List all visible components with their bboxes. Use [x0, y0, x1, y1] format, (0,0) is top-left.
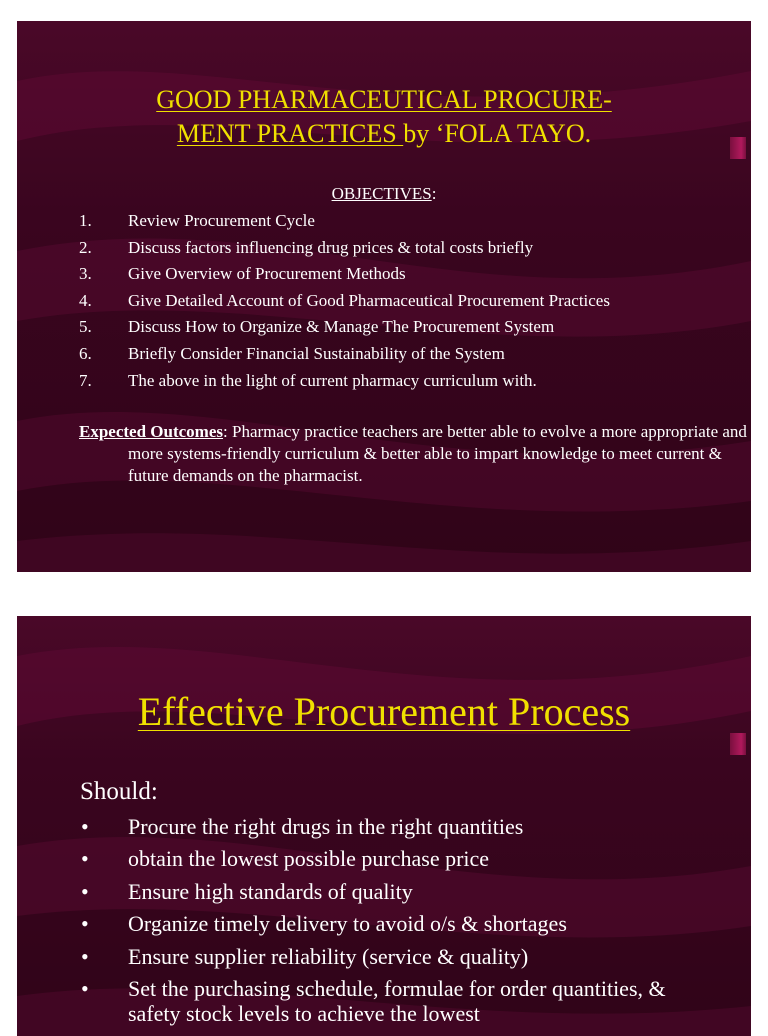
slide-2-title	[17, 688, 751, 735]
objective-number: 6.	[79, 343, 92, 363]
objective-number: 1.	[79, 211, 92, 230]
bullet-icon: •	[81, 911, 89, 937]
objective-number: 4.	[79, 290, 92, 310]
title-line-2-rest: by ‘FOLA TAYO.	[403, 119, 592, 148]
slide-2	[17, 616, 751, 1036]
list-item-text: Ensure high standards of quality	[128, 878, 413, 904]
objective-text: The above in the light of current pharmacy curriculum with.	[128, 370, 537, 390]
objectives-list	[17, 210, 751, 396]
list-item-text: Organize timely delivery to avoid o/s & shortages	[128, 911, 567, 937]
list-item-text: Ensure supplier reliability (service & quality)	[128, 943, 529, 969]
objective-item	[17, 237, 751, 259]
slide-1	[17, 21, 751, 572]
objectives-heading-text: OBJECTIVES	[331, 184, 432, 203]
bullet-list	[17, 814, 751, 1033]
bullet-icon: •	[81, 846, 89, 872]
bullet-icon: •	[81, 943, 89, 969]
objective-text: Discuss factors influencing drug prices & total costs briefly	[128, 237, 534, 257]
objective-text: Discuss How to Organize & Manage The Procurement System	[128, 317, 555, 337]
list-item	[17, 911, 751, 936]
bullet-icon: •	[81, 878, 89, 904]
objective-number: 5.	[79, 317, 92, 337]
objective-item	[17, 316, 751, 338]
expected-outcomes-label: Expected Outcomes	[79, 422, 224, 441]
objective-item	[17, 370, 751, 392]
objectives-heading	[17, 184, 751, 204]
objective-item	[17, 210, 751, 232]
expected-outcomes-text: : Pharmacy practice teachers are better able to evolve a more appropriate and more systems-friendly curriculum & better able to impart knowledge to meet current & future demands on the pharmacist.	[128, 422, 747, 485]
bullet-icon: •	[81, 814, 89, 839]
objective-text: Review Procurement Cycle	[128, 211, 315, 230]
list-item	[17, 814, 751, 839]
list-item	[17, 944, 751, 969]
title-line-2-underlined: MENT PRACTICES	[176, 119, 404, 148]
bullet-icon: •	[81, 975, 89, 1001]
list-item-text: obtain the lowest possible purchase price	[128, 846, 490, 872]
objective-number: 7.	[79, 370, 92, 390]
objective-text: Give Detailed Account of Good Pharmaceutical Procurement Practices	[128, 290, 610, 310]
objective-item	[17, 263, 751, 285]
should-label: Should:	[80, 778, 158, 805]
objective-text: Give Overview of Procurement Methods	[128, 264, 406, 284]
list-item-text: Procure the right drugs in the right quantities	[128, 814, 524, 839]
objective-item	[17, 290, 751, 312]
slide-1-title	[17, 83, 751, 151]
title-line-1: GOOD PHARMACEUTICAL PROCURE-	[156, 85, 612, 114]
slide-2-title-text: Effective Procurement Process	[137, 689, 631, 734]
objectives-heading-colon: :	[431, 184, 437, 203]
objective-text: Briefly Consider Financial Sustainability of the System	[128, 343, 505, 363]
objective-number: 2.	[79, 237, 92, 257]
objective-number: 3.	[79, 264, 92, 284]
objective-item	[17, 343, 751, 365]
list-item	[17, 846, 751, 871]
expected-outcomes	[79, 421, 748, 487]
list-item	[17, 879, 751, 904]
list-item-text: Set the purchasing schedule, formulae for order quantities, & safety stock levels to achieve the lowest	[128, 975, 666, 1026]
list-item	[17, 976, 751, 1026]
